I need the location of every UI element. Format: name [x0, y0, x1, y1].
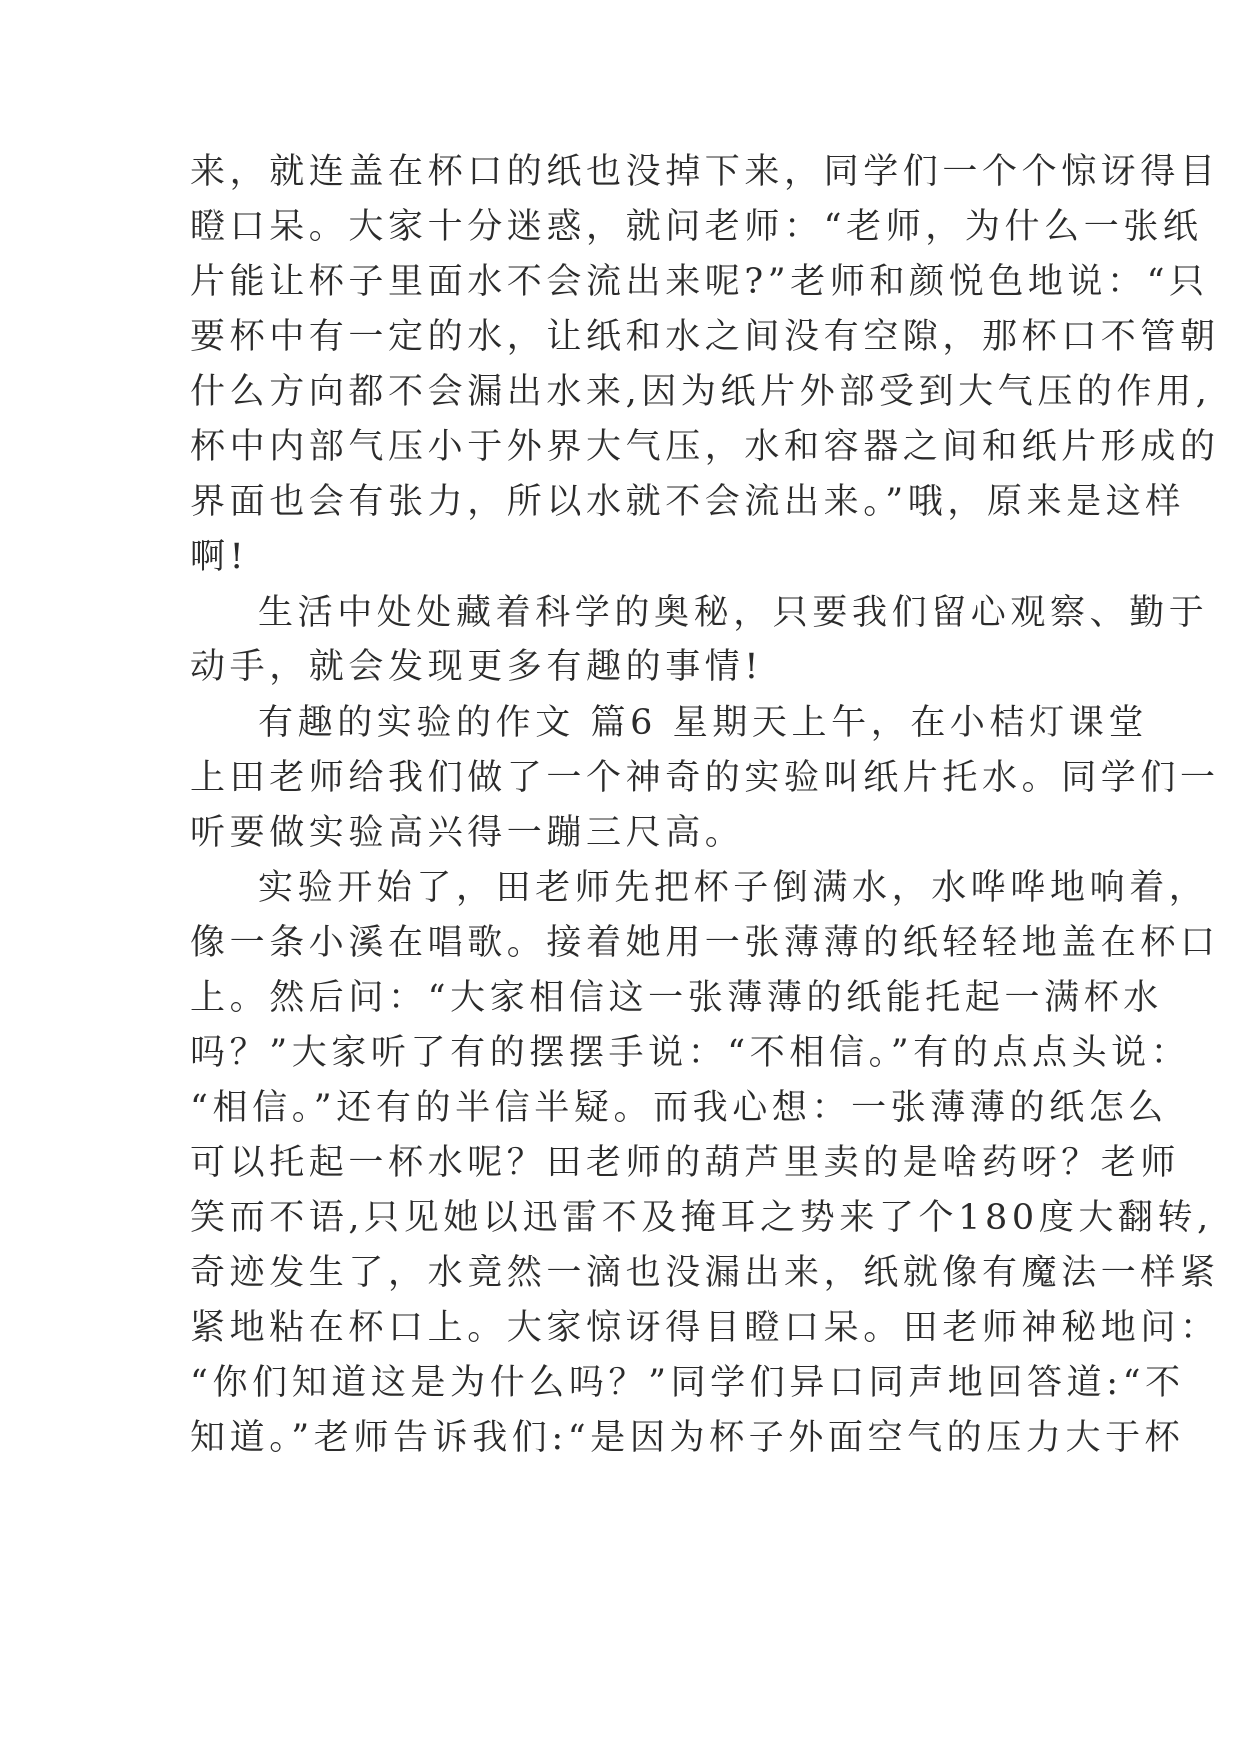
paragraph-start-line: 生活中处处藏着科学的奥秘，只要我们留心观察、勤于	[258, 593, 1209, 633]
text-line: 上田老师给我们做了一个神奇的实验叫纸片托水。同学们一	[190, 758, 1220, 798]
text-line: 界面也会有张力，所以水就不会流出来。”哦，原来是这样	[190, 482, 1185, 522]
text-line: 什么方向都不会漏出水来,因为纸片外部受到大气压的作用,	[190, 372, 1212, 412]
text-line: 来，就连盖在杯口的纸也没掉下来，同学们一个个惊讶得目	[190, 152, 1220, 192]
text-line: 听要做实验高兴得一蹦三尺高。	[190, 813, 745, 853]
text-line: “你们知道这是为什么吗？”同学们异口同声地回答道:“不	[190, 1363, 1185, 1403]
text-line: 笑而不语,只见她以迅雷不及掩耳之势来了个180度大翻转,	[190, 1198, 1213, 1238]
paragraph-start-line: 实验开始了，田老师先把杯子倒满水，水哗哗地响着，	[258, 868, 1209, 908]
text-line: 要杯中有一定的水，让纸和水之间没有空隙，那杯口不管朝	[190, 317, 1220, 357]
text-line: 片能让杯子里面水不会流出来呢?”老师和颜悦色地说：“只	[190, 262, 1209, 302]
text-line: 上。然后问：“大家相信这一张薄薄的纸能托起一满杯水	[190, 978, 1163, 1018]
text-line: 紧地粘在杯口上。大家惊讶得目瞪口呆。田老师神秘地问：	[190, 1308, 1220, 1348]
text-line: 可以托起一杯水呢？田老师的葫芦里卖的是啥药呀？老师	[190, 1143, 1181, 1183]
text-line: 像一条小溪在唱歌。接着她用一张薄薄的纸轻轻地盖在杯口	[190, 923, 1220, 963]
text-line: 瞪口呆。大家十分迷惑，就问老师：“老师，为什么一张纸	[190, 207, 1203, 247]
text-line: 啊!	[190, 537, 249, 577]
text-line: 吗？”大家听了有的摆摆手说：“不相信。”有的点点头说：	[190, 1033, 1191, 1073]
section-heading-line: 有趣的实验的作文 篇6 星期天上午，在小桔灯课堂	[258, 703, 1148, 743]
text-line: 动手，就会发现更多有趣的事情!	[190, 647, 764, 687]
text-line: 奇迹发生了，水竟然一滴也没漏出来，纸就像有魔法一样紧	[190, 1253, 1220, 1293]
text-line: 知道。”老师告诉我们:“是因为杯子外面空气的压力大于杯	[190, 1418, 1185, 1458]
text-line: 杯中内部气压小于外界大气压，水和容器之间和纸片形成的	[190, 427, 1220, 467]
text-line: “相信。”还有的半信半疑。而我心想：一张薄薄的纸怎么	[190, 1088, 1168, 1128]
